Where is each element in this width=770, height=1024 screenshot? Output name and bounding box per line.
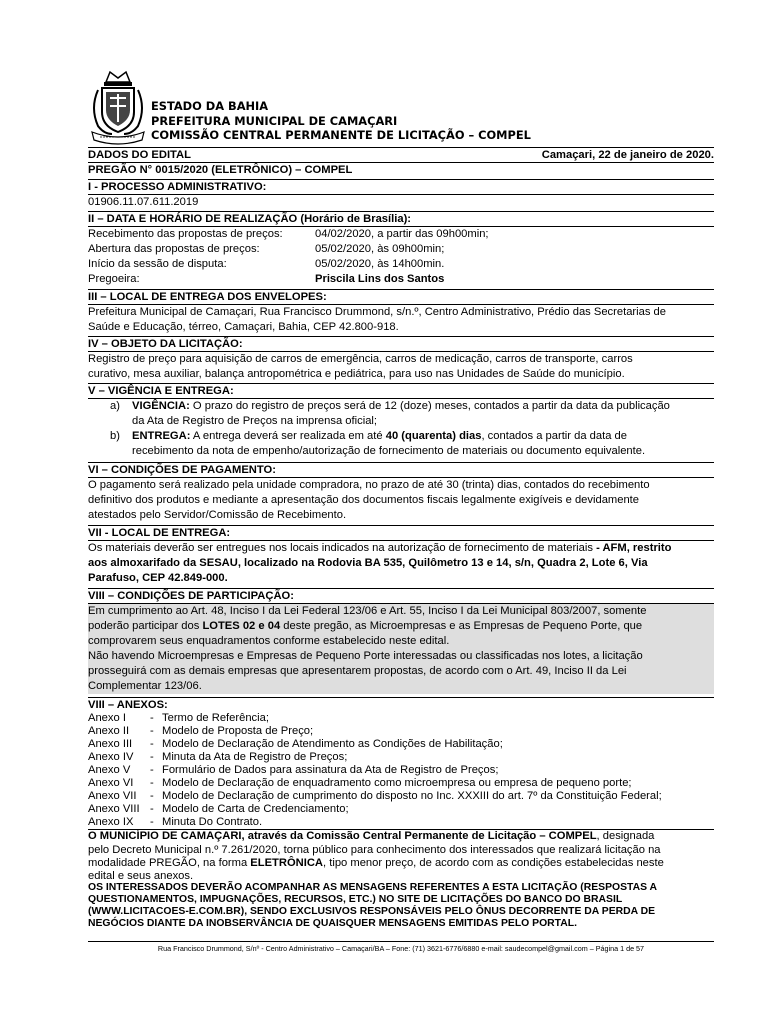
annex-item: Anexo V - Formulário de Dados para assinatura da Ata de Registro de Preços; — [88, 764, 499, 776]
coat-of-arms-seal — [88, 68, 148, 148]
section-title: IV – OBJETO DA LICITAÇÃO: — [88, 336, 714, 352]
schedule-row: Abertura das propostas de preços: 05/02/2020, às 09h00min; — [88, 243, 445, 255]
annex-item: Anexo I - Termo de Referência; — [88, 712, 269, 724]
annex-item: Anexo VIII - Modelo de Carta de Credenciamento; — [88, 803, 349, 815]
section-pagamento: VI – CONDIÇÕES DE PAGAMENTO: O pagamento será realizado pela unidade compradora, no prazo de até 30 (trinta) dias, contados do recebimento definitivo dos produtos e mediante a apresentação dos documentos fiscais legalmente exigíveis e devidamente atestados pelo Servidor/Comissão de Recebimento. — [88, 462, 714, 523]
annex-item: Anexo III - Modelo de Declaração de Atendimento as Condições de Habilitação; — [88, 738, 503, 750]
document-header — [151, 99, 531, 143]
section-local-envelopes: III – LOCAL DE ENTREGA DOS ENVELOPES: Prefeitura Municipal de Camaçari, Rua Francisco Drummond, s/n.º, Centro Administrativo, Prédio das Secretarias de Saúde e Educação, térreo, Camaçari, Bahia, CEP 42.800-918. — [88, 289, 714, 335]
list-item: a) VIGÊNCIA: O prazo do registro de preços será de 12 (doze) meses, contados a partir da data da publicação — [110, 400, 670, 412]
edital-label: DADOS DO EDITAL — [88, 149, 191, 161]
warning-block: OS INTERESSADOS DEVERÃO ACOMPANHAR AS MENSAGENS REFERENTES A ESTA LICITAÇÃO (RESPOSTAS A QUESTIONAMENTOS, IMPUGNAÇÕES, RECURSOS, ETC.) NO SITE DE LICITAÇÕES DO BANCO DO BRASIL (WWW.LICITACOES-E.COM.BR), SENDO EXCLUSIVOS RESPONSÁVEIS PELO ÔNUS DECORRENTE DA PERDA DE NEGÓCIOS DIANTE DA INOBSERVÂNCIA DE QUAISQUER MENSAGENS EMITIDAS PELO PORTAL. — [88, 881, 658, 930]
pregao-number: PREGÃO N° 0015/2020 (ELETRÔNICO) – COMPEL — [88, 162, 714, 178]
pregoeira-name: Priscila Lins dos Santos — [315, 273, 445, 285]
processo-number: 01906.11.07.611.2019 — [88, 196, 199, 208]
header-state: ESTADO DA BAHIA — [151, 99, 269, 113]
section-title: VI – CONDIÇÕES DE PAGAMENTO: — [88, 462, 714, 478]
schedule-row: Recebimento das propostas de preços: 04/02/2020, a partir das 09h00min; — [88, 228, 489, 240]
section-title: VIII – ANEXOS: — [88, 697, 714, 712]
section-title: V – VIGÊNCIA E ENTREGA: — [88, 383, 714, 399]
annex-item: Anexo IV - Minuta da Ata de Registro de Preços; — [88, 751, 348, 763]
section-title: I - PROCESSO ADMINISTRATIVO: — [88, 179, 714, 195]
section-data-horario — [88, 211, 714, 287]
section-participacao — [88, 588, 714, 694]
section-vigencia: V – VIGÊNCIA E ENTREGA: a) VIGÊNCIA: O prazo do registro de preços será de 12 (doze) meses, contados a partir da data da publicação da Ata de Registro de Preços na imprensa oficial; b) ENTREGA: A entrega deverá ser realizada em até 40 (quarenta) dias, contados a partir da data de recebimento da nota de empenho/autorização de fornecimento de materiais ou documento equivalente. — [88, 383, 714, 459]
closing-notice: O MUNICÍPIO DE CAMAÇARI, através da Comissão Central Permanente de Licitação – COMPEL, designada pelo Decreto Municipal n.º 7.261/2020, torna público para conhecimento dos interessados que realizará licitação na modalidade PREGÃO, na forma ELETRÔNICA, tipo menor preço, de acordo com as condições estabelecidas neste edital e seus anexos. OS INTERESSADOS DEVERÃO ACOMPANHAR AS MENSAGENS REFERENTES A ESTA LICITAÇÃO (RESPOSTAS A QUESTIONAMENTOS, IMPUGNAÇÕES, RECURSOS, ETC.) NO SITE DE LICITAÇÕES DO BANCO DO BRASIL (WWW.LICITACOES-E.COM.BR), SENDO EXCLUSIVOS RESPONSÁVEIS PELO ÔNUS DECORRENTE DA PERDA DE NEGÓCIOS DIANTE DA INOBSERVÂNCIA DE QUAISQUER MENSAGENS EMITIDAS PELO PORTAL. — [88, 829, 714, 931]
section-title: II – DATA E HORÁRIO DE REALIZAÇÃO (Horário de Brasília): — [88, 211, 714, 227]
annex-item: Anexo VI - Modelo de Declaração de enquadramento como microempresa ou empresa de pequeno porte; — [88, 777, 632, 789]
header-commission: COMISSÃO CENTRAL PERMANENTE DE LICITAÇÃO – COMPEL — [151, 128, 531, 143]
participation-paragraph: Em cumprimento ao Art. 48, Inciso I da Lei Federal 123/06 e Art. 55, Inciso I da Lei Municipal 803/2007, somente poderão participar dos LOTES 02 e 04 deste pregão, as Microempresas e as Empresas de Pequeno Porte, que comprovarem seus enquadramentos conforme estabelecido neste edital. Não havendo Microempresas e Empresas de Pequeno Porte interessadas ou classificadas nos lotes, a licitação prosseguirá com as demais empresas que apresentarem propostas, de acordo com o Art. 49, Inciso II da Lei Complementar 123/06. — [88, 604, 714, 694]
annex-item: Anexo II - Modelo de Proposta de Preço; — [88, 725, 314, 737]
section-title: III – LOCAL DE ENTREGA DOS ENVELOPES: — [88, 289, 714, 305]
edital-place-date: Camaçari, 22 de janeiro de 2020. — [541, 149, 714, 161]
edital-block — [88, 147, 714, 178]
section-title: VII - LOCAL DE ENTREGA: — [88, 525, 714, 541]
page-footer: Rua Francisco Drummond, S/nº - Centro Administrativo – Camaçari/BA – Fone: (71) 3621-6776/6880 e-mail: saudecompel@gmail.com – Página 1 de 57 — [88, 941, 714, 953]
section-local-entrega: VII - LOCAL DE ENTREGA: Os materiais deverão ser entregues nos locais indicados na autorização de fornecimento de materiais - AFM, restrito aos almoxarifado da SESAU, localizado na Rodovia BA 535, Quilômetro 13 e 14, s/n, Quadra 2, Lote 6, Via Parafuso, CEP 42.849-000. — [88, 525, 714, 586]
section-title: VIII – CONDIÇÕES DE PARTICIPAÇÃO: — [88, 588, 714, 604]
schedule-row: Pregoeira: Priscila Lins dos Santos — [88, 273, 445, 285]
schedule-row: Início da sessão de disputa: 05/02/2020, às 14h00min. — [88, 258, 445, 270]
section-processo — [88, 179, 714, 210]
annex-item: Anexo VII - Modelo de Declaração de cumprimento do disposto no Inc. XXXIII do art. 7º da Constituição Federal; — [88, 790, 662, 802]
section-objeto: IV – OBJETO DA LICITAÇÃO: Registro de preço para aquisição de carros de emergência, carros de medicação, carros de transporte, carros curativo, mesa auxiliar, balança antropométrica e pediátrica, para uso nas Unidades de Saúde do município. — [88, 336, 714, 382]
list-item: b) ENTREGA: A entrega deverá ser realizada em até 40 (quarenta) dias, contados a partir da data de — [110, 430, 628, 442]
edital-bar — [88, 147, 714, 162]
annex-item: Anexo IX - Minuta Do Contrato. — [88, 816, 263, 828]
section-anexos — [88, 697, 714, 829]
header-prefeitura: PREFEITURA MUNICIPAL DE CAMAÇARI — [151, 113, 398, 128]
